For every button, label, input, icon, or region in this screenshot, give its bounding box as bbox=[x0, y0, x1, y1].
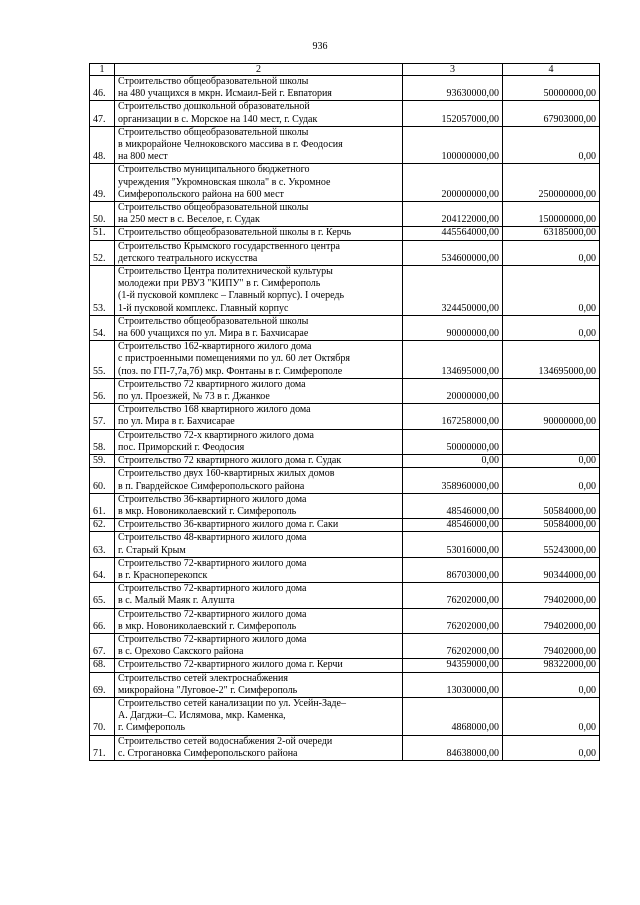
amount-column-3: 84638000,00 bbox=[403, 735, 503, 760]
project-name-line: Строительство 72-квартирного жилого дома bbox=[118, 608, 307, 620]
amount-column-4: 0,00 bbox=[503, 315, 600, 340]
amount-column-4: 63185000,00 bbox=[503, 227, 600, 240]
project-name-cell bbox=[115, 341, 403, 379]
amount-column-3: 152057000,00 bbox=[403, 101, 503, 126]
project-name-line: Строительство сетей канализации по ул. Усейн-Заде– bbox=[118, 697, 346, 709]
project-name-line: Строительство 72 квартирного жилого дома г. Судак bbox=[118, 455, 342, 467]
row-number: 51. bbox=[90, 227, 115, 240]
row-number: 71. bbox=[90, 735, 115, 760]
project-name-line: на 250 мест в с. Веселое, г. Судак bbox=[118, 214, 260, 226]
project-name-line: Строительство 36-квартирного жилого дома г. Саки bbox=[118, 519, 339, 531]
table-row bbox=[90, 266, 600, 316]
project-name-line: Строительство 72-квартирного жилого дома bbox=[118, 583, 307, 595]
project-name-cell bbox=[115, 164, 403, 202]
project-name-line: А. Дагджи–С. Ислямова, мкр. Каменка, bbox=[118, 710, 286, 722]
project-name-cell bbox=[115, 266, 403, 316]
project-name-line: Строительство 168 квартирного жилого дома bbox=[118, 404, 311, 416]
amount-column-3: 445564000,00 bbox=[403, 227, 503, 240]
amount-column-4: 0,00 bbox=[503, 455, 600, 468]
project-name-cell bbox=[115, 240, 403, 265]
amount-column-4 bbox=[503, 429, 600, 454]
amount-column-3: 13030000,00 bbox=[403, 672, 503, 697]
row-number: 67. bbox=[90, 633, 115, 658]
project-name-line: на 480 учащихся в мкрн. Исмаил-Бей г. Евпатория bbox=[118, 88, 332, 100]
project-name-line: молодежи при РВУЗ "КИПУ" в г. Симферополь bbox=[118, 278, 321, 290]
project-name-cell bbox=[115, 493, 403, 518]
row-number: 63. bbox=[90, 532, 115, 557]
table-row bbox=[90, 468, 600, 493]
row-number: 68. bbox=[90, 659, 115, 672]
table-row bbox=[90, 583, 600, 608]
project-name-line: Строительство сетей водоснабжения 2-ой очереди bbox=[118, 735, 333, 747]
project-name-line: пос. Приморский г. Феодосия bbox=[118, 441, 245, 453]
table-row bbox=[90, 315, 600, 340]
project-name-line: в п. Гвардейское Симферопольского района bbox=[118, 480, 305, 492]
project-name-line: Строительство муниципального бюджетного bbox=[118, 164, 310, 176]
table-row bbox=[90, 455, 600, 468]
table-row bbox=[90, 404, 600, 429]
table-header-row bbox=[90, 64, 600, 76]
project-name-line: детского театрального искусства bbox=[118, 252, 258, 264]
amount-column-3: 86703000,00 bbox=[403, 557, 503, 582]
table-row bbox=[90, 659, 600, 672]
project-name-cell bbox=[115, 404, 403, 429]
project-name-line: в микрорайоне Челноковского массива в г. Феодосия bbox=[118, 139, 343, 151]
project-name-cell bbox=[115, 532, 403, 557]
project-name-cell bbox=[115, 672, 403, 697]
project-name-line: (1-й пусковой комплекс – Главный корпус). I очередь bbox=[118, 290, 345, 302]
row-number: 59. bbox=[90, 455, 115, 468]
row-number: 54. bbox=[90, 315, 115, 340]
amount-column-4: 79402000,00 bbox=[503, 608, 600, 633]
project-name-cell bbox=[115, 468, 403, 493]
project-name-line: Строительство 72-квартирного жилого дома bbox=[118, 633, 307, 645]
row-number: 70. bbox=[90, 697, 115, 735]
project-name-line: в г. Красноперекопск bbox=[118, 569, 208, 581]
amount-column-3: 534600000,00 bbox=[403, 240, 503, 265]
amount-column-3: 48546000,00 bbox=[403, 519, 503, 532]
amount-column-4: 67903000,00 bbox=[503, 101, 600, 126]
project-name-cell bbox=[115, 557, 403, 582]
table-row bbox=[90, 202, 600, 227]
amount-column-3: 20000000,00 bbox=[403, 378, 503, 403]
amount-column-3: 76202000,00 bbox=[403, 633, 503, 658]
amount-column-3: 358960000,00 bbox=[403, 468, 503, 493]
project-name-line: 1-й пусковой комплекс. Главный корпус bbox=[118, 302, 289, 314]
amount-column-4: 79402000,00 bbox=[503, 633, 600, 658]
amount-column-4: 0,00 bbox=[503, 266, 600, 316]
amount-column-4: 55243000,00 bbox=[503, 532, 600, 557]
amount-column-4: 134695000,00 bbox=[503, 341, 600, 379]
page-number: 936 bbox=[312, 41, 328, 52]
row-number: 61. bbox=[90, 493, 115, 518]
table-row bbox=[90, 101, 600, 126]
table-row bbox=[90, 240, 600, 265]
project-name-line: в с. Орехово Сакского района bbox=[118, 646, 244, 658]
amount-column-3: 48546000,00 bbox=[403, 493, 503, 518]
project-name-line: (поз. по ГП-7,7а,7б) мкр. Фонтаны в г. Симферополе bbox=[118, 365, 343, 377]
amount-column-4: 0,00 bbox=[503, 126, 600, 164]
project-name-cell bbox=[115, 126, 403, 164]
column-header-4: 4 bbox=[503, 64, 600, 76]
amount-column-3: 0,00 bbox=[403, 455, 503, 468]
amount-column-3: 90000000,00 bbox=[403, 315, 503, 340]
project-name-line: Строительство общеобразовательной школы bbox=[118, 126, 309, 138]
project-name-cell bbox=[115, 633, 403, 658]
amount-column-3: 76202000,00 bbox=[403, 608, 503, 633]
table-row bbox=[90, 493, 600, 518]
project-name-line: Строительство 36-квартирного жилого дома bbox=[118, 493, 307, 505]
amount-column-3: 93630000,00 bbox=[403, 76, 503, 101]
amount-column-4: 0,00 bbox=[503, 697, 600, 735]
row-number: 52. bbox=[90, 240, 115, 265]
amount-column-4: 150000000,00 bbox=[503, 202, 600, 227]
project-name-line: Строительство 72-квартирного жилого дома bbox=[118, 557, 307, 569]
row-number: 64. bbox=[90, 557, 115, 582]
project-name-line: с. Строгановка Симферопольского района bbox=[118, 747, 298, 759]
table-row bbox=[90, 341, 600, 379]
amount-column-3: 134695000,00 bbox=[403, 341, 503, 379]
table-row bbox=[90, 557, 600, 582]
project-name-cell bbox=[115, 101, 403, 126]
project-name-line: Строительство Крымского государственного центра bbox=[118, 240, 340, 252]
table-row bbox=[90, 76, 600, 101]
project-name-line: Строительство общеобразовательной школы bbox=[118, 202, 309, 214]
row-number: 49. bbox=[90, 164, 115, 202]
project-name-cell bbox=[115, 202, 403, 227]
amount-column-4: 98322000,00 bbox=[503, 659, 600, 672]
column-header-3: 3 bbox=[403, 64, 503, 76]
amount-column-4: 50584000,00 bbox=[503, 519, 600, 532]
project-name-line: на 800 мест bbox=[118, 151, 168, 163]
row-number: 58. bbox=[90, 429, 115, 454]
project-name-line: Строительство общеобразовательной школы в г. Керчь bbox=[118, 227, 352, 239]
row-number: 53. bbox=[90, 266, 115, 316]
project-name-line: по ул. Проезжей, № 73 в г. Джанкое bbox=[118, 391, 270, 403]
project-name-cell bbox=[115, 378, 403, 403]
table-row bbox=[90, 633, 600, 658]
amount-column-3: 94359000,00 bbox=[403, 659, 503, 672]
amount-column-3: 204122000,00 bbox=[403, 202, 503, 227]
row-number: 60. bbox=[90, 468, 115, 493]
project-name-line: Строительство 72 квартирного жилого дома bbox=[118, 378, 306, 390]
table-row bbox=[90, 227, 600, 240]
table-body bbox=[90, 64, 600, 761]
project-name-cell bbox=[115, 429, 403, 454]
amount-column-4: 90000000,00 bbox=[503, 404, 600, 429]
project-name-line: микрорайона "Луговое-2" г. Симферополь bbox=[118, 684, 298, 696]
project-name-line: Строительство Центра политехнической культуры bbox=[118, 266, 333, 278]
amount-column-3: 324450000,00 bbox=[403, 266, 503, 316]
project-name-line: в мкр. Новониколаевский г. Симферополь bbox=[118, 620, 297, 632]
table-row bbox=[90, 608, 600, 633]
amount-column-3: 167258000,00 bbox=[403, 404, 503, 429]
column-header-1: 1 bbox=[90, 64, 115, 76]
project-name-line: с пристроенными помещениями по ул. 60 лет Октября bbox=[118, 353, 350, 365]
project-name-line: учреждения "Укромновская школа" в с. Укромное bbox=[118, 176, 331, 188]
amount-column-3: 100000000,00 bbox=[403, 126, 503, 164]
project-name-cell bbox=[115, 227, 403, 240]
project-name-line: организации в с. Морское на 140 мест, г. Судак bbox=[118, 113, 318, 125]
project-name-line: Строительство двух 160-квартирных жилых домов bbox=[118, 468, 335, 480]
amount-column-4: 50584000,00 bbox=[503, 493, 600, 518]
row-number: 50. bbox=[90, 202, 115, 227]
project-name-line: Строительство дошкольной образовательной bbox=[118, 101, 310, 113]
row-number: 55. bbox=[90, 341, 115, 379]
row-number: 65. bbox=[90, 583, 115, 608]
project-name-cell bbox=[115, 315, 403, 340]
project-name-cell bbox=[115, 697, 403, 735]
table-row bbox=[90, 672, 600, 697]
amount-column-4: 0,00 bbox=[503, 735, 600, 760]
amount-column-4: 0,00 bbox=[503, 672, 600, 697]
project-name-cell bbox=[115, 608, 403, 633]
project-name-line: на 600 учащихся по ул. Мира в г. Бахчисарае bbox=[118, 328, 309, 340]
amount-column-3: 76202000,00 bbox=[403, 583, 503, 608]
amount-column-4 bbox=[503, 378, 600, 403]
column-header-2: 2 bbox=[115, 64, 403, 76]
project-name-cell bbox=[115, 659, 403, 672]
table-row bbox=[90, 519, 600, 532]
project-name-line: в мкр. Новониколаевский г. Симферополь bbox=[118, 505, 297, 517]
budget-table bbox=[89, 63, 600, 761]
project-name-cell bbox=[115, 583, 403, 608]
amount-column-4: 79402000,00 bbox=[503, 583, 600, 608]
project-name-cell bbox=[115, 76, 403, 101]
project-name-line: Строительство общеобразовательной школы bbox=[118, 76, 309, 87]
amount-column-3: 50000000,00 bbox=[403, 429, 503, 454]
amount-column-4: 50000000,00 bbox=[503, 76, 600, 101]
amount-column-3: 200000000,00 bbox=[403, 164, 503, 202]
project-name-line: Симферопольского района на 600 мест bbox=[118, 188, 284, 200]
project-name-cell bbox=[115, 735, 403, 760]
amount-column-3: 53016000,00 bbox=[403, 532, 503, 557]
project-name-line: по ул. Мира в г. Бахчисарае bbox=[118, 416, 235, 428]
row-number: 46. bbox=[90, 76, 115, 101]
table-row bbox=[90, 735, 600, 760]
project-name-line: г. Симферополь bbox=[118, 722, 186, 734]
row-number: 56. bbox=[90, 378, 115, 403]
project-name-cell bbox=[115, 519, 403, 532]
project-name-line: Строительство общеобразовательной школы bbox=[118, 315, 309, 327]
row-number: 57. bbox=[90, 404, 115, 429]
project-name-line: г. Старый Крым bbox=[118, 544, 186, 556]
row-number: 48. bbox=[90, 126, 115, 164]
amount-column-4: 250000000,00 bbox=[503, 164, 600, 202]
table-row bbox=[90, 429, 600, 454]
project-name-line: Строительство 48-квартирного жилого дома bbox=[118, 532, 307, 544]
table-row bbox=[90, 532, 600, 557]
row-number: 47. bbox=[90, 101, 115, 126]
project-name-line: в с. Малый Маяк г. Алушта bbox=[118, 595, 235, 607]
project-name-cell bbox=[115, 455, 403, 468]
table-row bbox=[90, 697, 600, 735]
amount-column-3: 4868000,00 bbox=[403, 697, 503, 735]
amount-column-4: 0,00 bbox=[503, 468, 600, 493]
table-row bbox=[90, 164, 600, 202]
amount-column-4: 90344000,00 bbox=[503, 557, 600, 582]
table-row bbox=[90, 378, 600, 403]
project-name-line: Строительство 72-квартирного жилого дома г. Керчи bbox=[118, 659, 343, 671]
row-number: 69. bbox=[90, 672, 115, 697]
project-name-line: Строительство 72-х квартирного жилого дома bbox=[118, 429, 314, 441]
amount-column-4: 0,00 bbox=[503, 240, 600, 265]
row-number: 62. bbox=[90, 519, 115, 532]
row-number: 66. bbox=[90, 608, 115, 633]
project-name-line: Строительство 162-квартирного жилого дома bbox=[118, 341, 312, 353]
table-row bbox=[90, 126, 600, 164]
project-name-line: Строительство сетей электроснабжения bbox=[118, 672, 288, 684]
